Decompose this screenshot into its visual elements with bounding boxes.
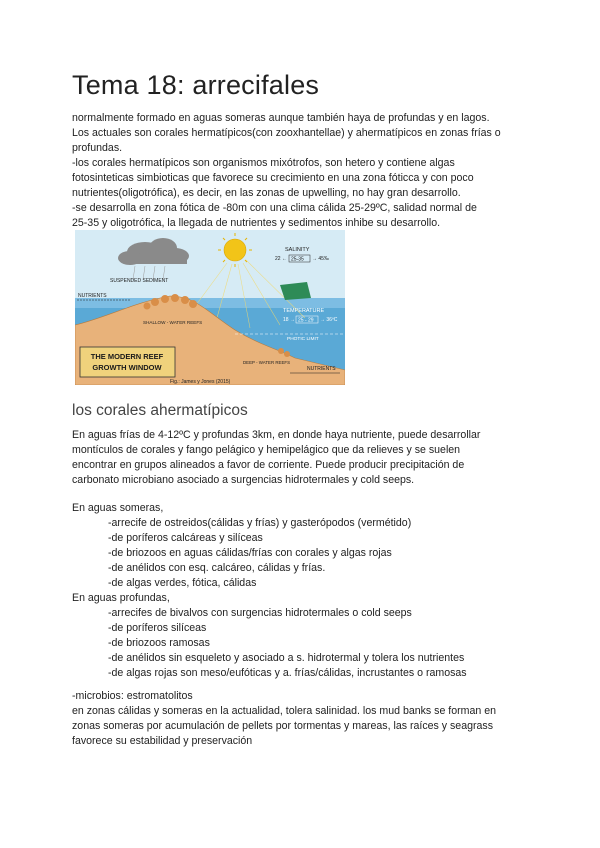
- reef-growth-window-figure: [75, 230, 345, 385]
- text-line: Los actuales son corales hermatípicos(con zooxhantellae) y ahermatípicos en zonas frías o: [72, 127, 501, 139]
- someras-list: [72, 501, 532, 681]
- list-item: -de anélidos con esq. calcáreo, cálidas y frías.: [108, 562, 326, 574]
- list-heading: En aguas profundas,: [72, 592, 170, 604]
- text-line: -se desarrolla en zona fótica de -80m con una clima cálida 25-29ºC, salidad normal de: [72, 202, 477, 214]
- text-line: -los corales hermatípicos son organismos mixótrofos, son hetero y contiene algas: [72, 157, 455, 169]
- list-item: -arrecife de ostreidos(cálidas y frías) y gasterópodos (vermétido): [108, 517, 412, 529]
- nutrients-bottom-label: NUTRIENTS: [307, 366, 336, 372]
- temperature-min: 18 →: [283, 317, 295, 323]
- text-line: En aguas frías de 4-12ºC y profundas 3km, en donde haya nutriente, puede desarrollar: [72, 429, 481, 441]
- ahermatipicos-paragraph: [72, 428, 532, 488]
- salinity-label: SALINITY: [285, 247, 310, 253]
- water-surface: [75, 298, 345, 308]
- text-line: -microbios: estromatolitos: [72, 690, 193, 702]
- salinity-marker: [280, 282, 311, 300]
- list-item: -de poríferos calcáreas y silíceas: [108, 532, 263, 544]
- list-item: -de anélidos sin esqueleto y asociado a s. hidrotermal y tolera los nutrientes: [108, 652, 465, 664]
- temperature-max: → 36ºC: [320, 317, 338, 323]
- photic-limit-label: PHOTIC LIMIT: [287, 337, 319, 342]
- suspended-sediment-label: SUSPENDED SEDIMENT: [110, 278, 169, 284]
- text-line: favorece su estabilidad y preservación: [72, 735, 253, 747]
- temperature-box-value: 25 - 29: [298, 317, 314, 324]
- salinity-range: 22 ←: [275, 256, 287, 262]
- list-item: -arrecifes de bivalvos con surgencias hidrotermales o cold seeps: [108, 607, 412, 619]
- microbios-paragraph: [72, 689, 532, 749]
- nutrients-top-label: NUTRIENTS: [78, 293, 107, 299]
- text-line: en zonas cálidas y someras en la actualidad, tolera salinidad. los mud banks se forman en: [72, 705, 496, 717]
- list-item: -de briozoos en aguas cálidas/frías con corales y algas rojas: [108, 547, 392, 559]
- list-item: -de briozoos ramosas: [108, 637, 210, 649]
- text-line: nutrientes(oligotrófica), es decir, en las zonas de upwelling, no hay gran desarrollo.: [72, 187, 461, 199]
- list-item: -de algas verdes, fótica, cálidas: [108, 577, 257, 589]
- text-line: 25-35 y oligotrófica, la llegada de nutrientes y sedimentos inhibe su desarrollo.: [72, 217, 441, 229]
- text-line: normalmente formado en aguas someras aunque también haya de profundas y en lagos.: [72, 112, 490, 124]
- text-line: fotosinteticas simbioticas que favorece su crecimiento en una zona fóticca y con poco: [72, 172, 474, 184]
- temperature-label: TEMPERATURE: [283, 308, 325, 314]
- sun-icon: [224, 239, 246, 261]
- shallow-reefs-label: SHALLOW - WATER REEFS: [143, 320, 203, 325]
- text-line: profundas.: [72, 142, 123, 154]
- text-line: encontrar en grupos alineados a favor de corriente. Puede producir precipitación de: [72, 459, 465, 471]
- salinity-box-value: 25-35: [291, 256, 304, 263]
- list-heading: En aguas someras,: [72, 502, 164, 514]
- list-item: -de poríferos silíceas: [108, 622, 207, 634]
- intro-paragraph: [72, 111, 532, 231]
- text-line: montículos de corales y fango pelágico y hemipelágico que da relieves y se suelen: [72, 444, 461, 456]
- section-heading: los corales ahermatípicos: [72, 402, 248, 419]
- text-line: carbonato microbiano asociado a surgencias hidrotermales y cold seeps.: [72, 474, 415, 486]
- box-title-line1: THE MODERN REEF: [90, 352, 164, 361]
- text-line: zonas someras por acumulación de pellets por tormentas y mareas, las raíces y seagrass: [72, 720, 493, 732]
- salinity-max: → 45‰: [312, 256, 329, 262]
- page-title: Tema 18: arrecifales: [72, 70, 320, 100]
- box-title-line2: GROWTH WINDOW: [92, 363, 162, 372]
- figure-caption: Fig.: James y Jones (2015): [170, 379, 231, 385]
- list-item: -de algas rojas son meso/eufóticas y a. frías/cálidas, incrustantes o ramosas: [108, 667, 467, 679]
- deep-reefs-label: DEEP - WATER REEFS: [243, 360, 291, 365]
